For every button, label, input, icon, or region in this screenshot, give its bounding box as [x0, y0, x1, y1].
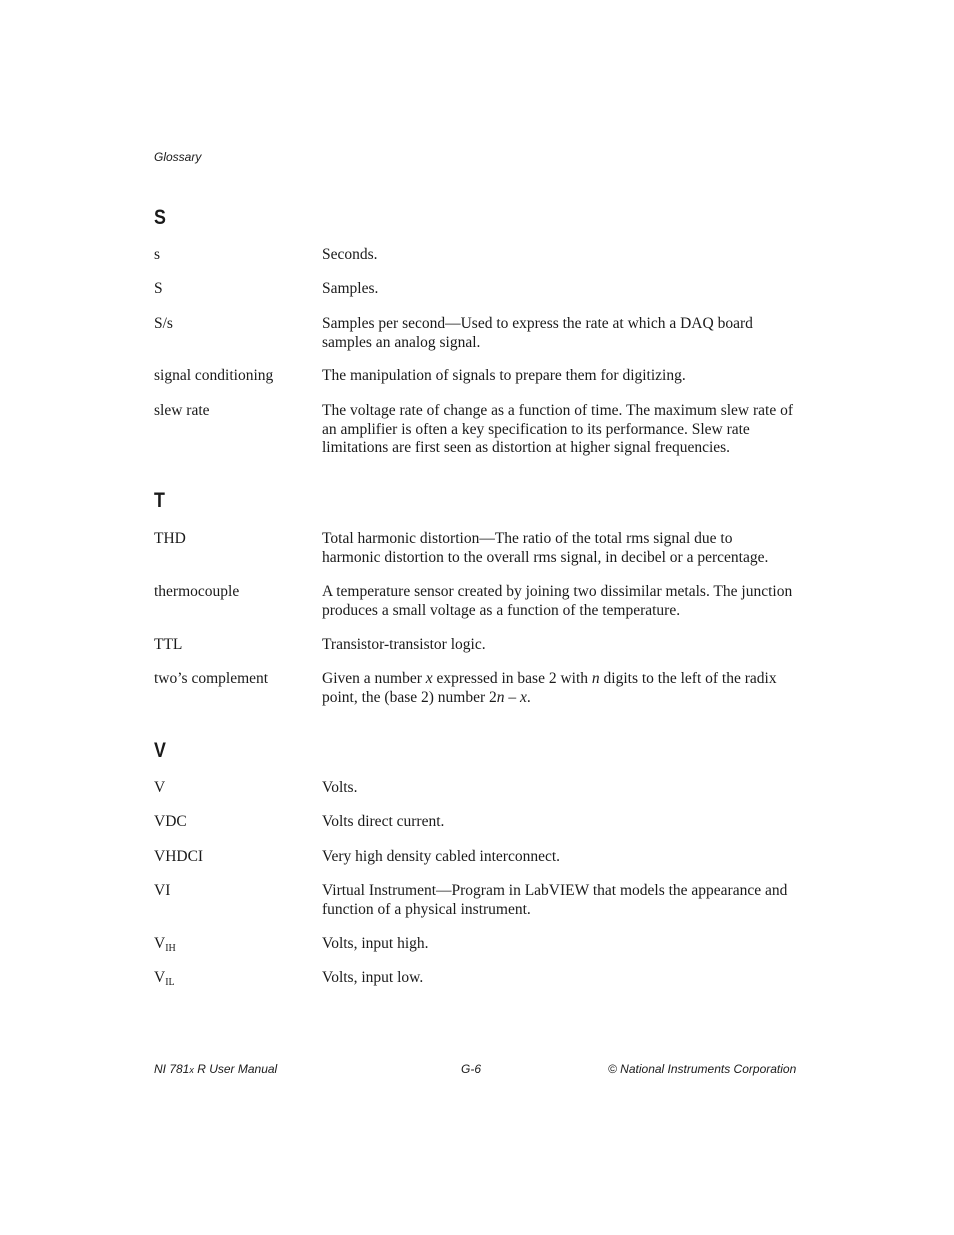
entry-definition: Volts, input high.: [322, 935, 429, 952]
entry-term: signal conditioning: [154, 367, 274, 384]
entry-definition: Total harmonic distortion—The ratio of the total rms signal due to harmonic distortion to the overall rms signal, in decibel or a percentage.: [322, 530, 769, 566]
entry-definition: Samples per second—Used to express the rate at which a DAQ board samples an analog signal.: [322, 315, 753, 351]
entry-term: VHDCI: [154, 848, 204, 865]
entry-definition: Very high density cabled interconnect.: [322, 848, 561, 865]
section-letter: V: [154, 739, 166, 762]
entry-term: VI: [154, 882, 171, 899]
entry-definition: Given a number x expressed in base 2 with n digits to the left of the radix point, the (base 2) number 2n – x.: [322, 670, 777, 706]
glossary-entry-samples-per-second: [154, 315, 794, 352]
entry-definition: Samples.: [322, 280, 379, 297]
entry-term: s: [154, 246, 161, 263]
entry-definition: Virtual Instrument—Program in LabVIEW that models the appearance and function of a physical instrument.: [322, 882, 788, 918]
glossary-entry-vil: [154, 969, 794, 993]
entry-term: VDC: [154, 813, 187, 830]
glossary-entry-vhdci: [154, 848, 794, 867]
entry-term: TTL: [154, 636, 183, 653]
entry-definition: Transistor-transistor logic.: [322, 636, 486, 653]
entry-term: S/s: [154, 315, 173, 332]
entry-term: two’s complement: [154, 670, 269, 687]
glossary-entry-thd: [154, 530, 794, 567]
glossary-entry-s: [154, 246, 794, 265]
glossary-entry-vih: [154, 935, 794, 959]
entry-term: THD: [154, 530, 186, 547]
entry-definition: The voltage rate of change as a function of time. The maximum slew rate of an amplifier is often a key specification to its performance. Slew rate limitations are first seen as distortion at higher signal frequencies.: [322, 402, 794, 457]
glossary-entry-vdc: [154, 813, 794, 832]
entry-term: $V_{IL}$: [154, 969, 175, 988]
entry-definition: A temperature sensor created by joining two dissimilar metals. The junction produces a small voltage as a function of the temperature.: [322, 583, 793, 619]
footer-manual-title: NI 781x R User Manual: [154, 1062, 278, 1076]
running-head: Glossary: [154, 150, 202, 164]
section-s: [154, 206, 794, 230]
glossary-entry-vi: [154, 882, 794, 919]
glossary-entry-samples: [154, 280, 794, 299]
section-letter: S: [154, 206, 166, 229]
footer-copyright: © National Instruments Corporation: [608, 1062, 797, 1076]
entry-definition: Volts, input low.: [322, 969, 424, 986]
entry-definition: Volts direct current.: [322, 813, 445, 830]
section-letter: T: [154, 489, 165, 512]
glossary-entry-slew-rate: [154, 402, 794, 458]
entry-term: thermocouple: [154, 583, 240, 600]
glossary-entry-ttl: [154, 636, 794, 655]
entry-term: slew rate: [154, 402, 210, 419]
entry-term: $V_{IH}$: [154, 935, 176, 954]
glossary-entry-twos-complement: [154, 670, 794, 707]
entry-term: S: [154, 280, 163, 297]
glossary-entry-signal-conditioning: [154, 367, 794, 386]
section-v: [154, 739, 794, 763]
glossary-entry-thermocouple: [154, 583, 794, 620]
glossary-entry-volts: [154, 779, 794, 798]
entry-definition: Seconds.: [322, 246, 378, 263]
footer-page-number: G-6: [461, 1062, 482, 1076]
entry-term: V: [154, 779, 166, 796]
entry-definition: The manipulation of signals to prepare them for digitizing.: [322, 367, 686, 384]
section-t: [154, 489, 794, 513]
entry-definition: Volts.: [322, 779, 358, 796]
